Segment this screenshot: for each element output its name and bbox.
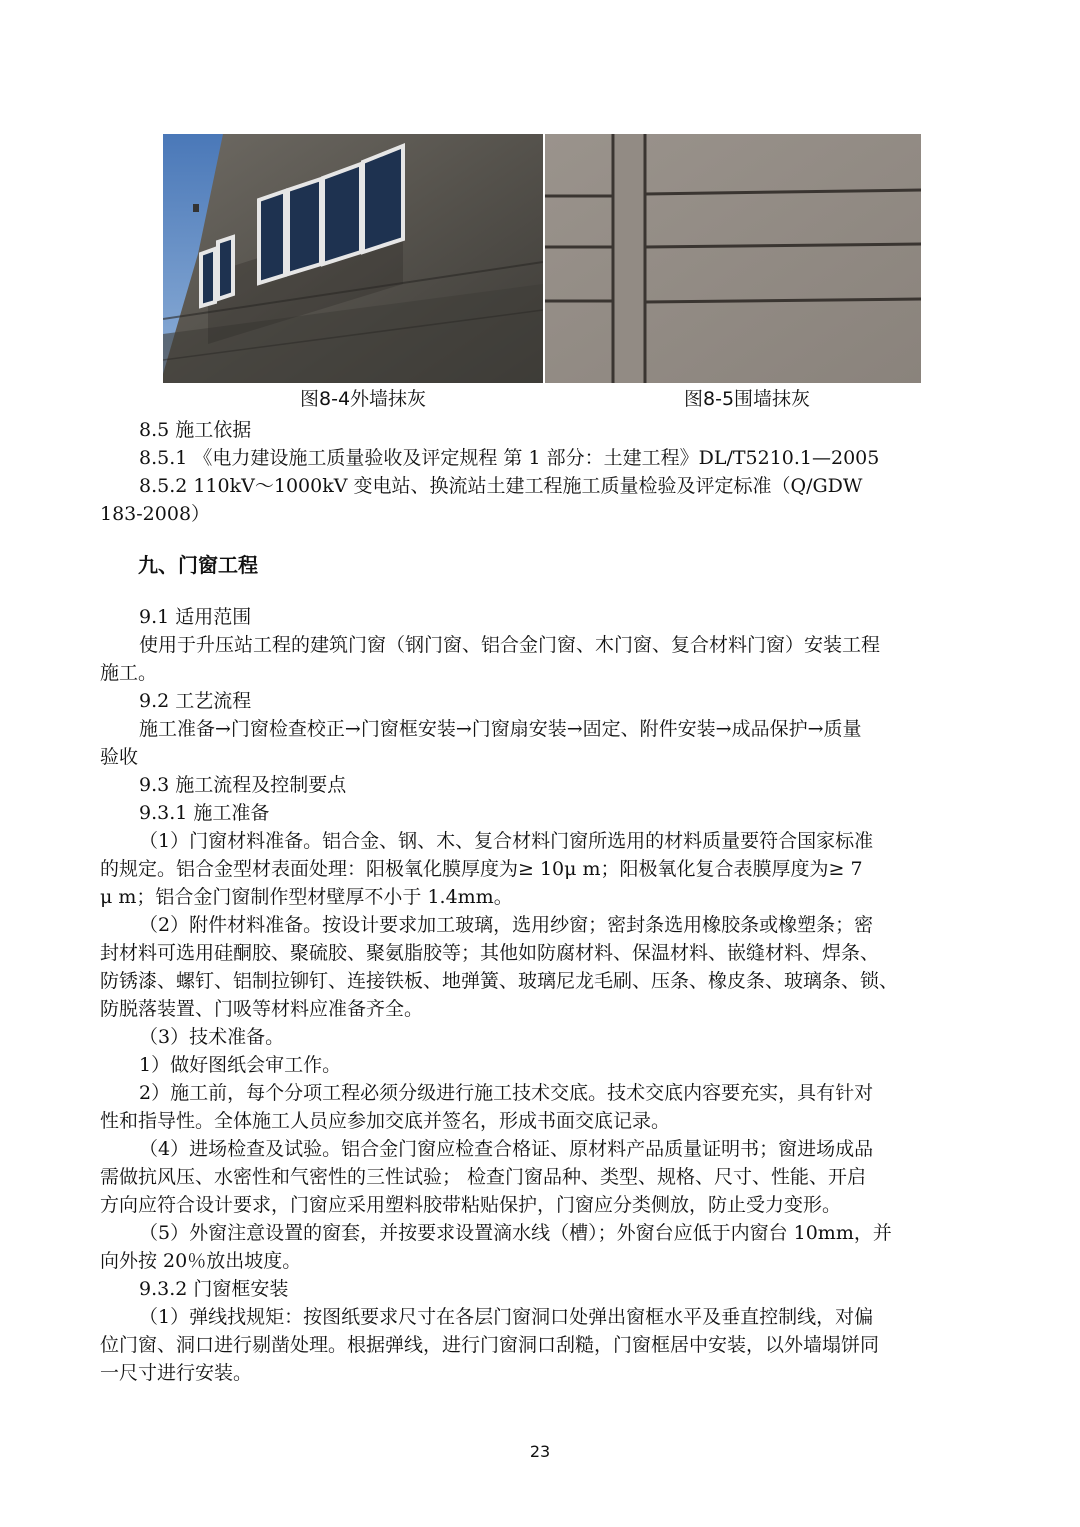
paragraph-line: 需做抗风压、水密性和气密性的三性试验； 检查门窗品种、类型、规格、尺寸、性能、开启 [100,1166,867,1188]
paragraph-line: μ m；铝合金门窗制作型材壁厚不小于 1.4mm。 [100,886,513,908]
paragraph-line: 1）做好图纸会审工作。 [139,1054,342,1076]
paragraph-line: （3）技术准备。 [139,1026,285,1048]
paragraph-line: 封材料可选用硅酮胶、聚硫胶、聚氨脂胶等；其他如防腐材料、保温材料、嵌缝材料、焊条、 [100,942,880,964]
section-heading: 9.3 施工流程及控制要点 [139,774,347,796]
paragraph-line: （2）附件材料准备。按设计要求加工玻璃，选用纱窗；密封条选用橡胶条或橡塑条；密 [139,914,874,936]
paragraph-line: 位门窗、洞口进行剔凿处理。根据弹线，进行门窗洞口刮糙，门窗框居中安装，以外墙塌饼同 [100,1334,880,1356]
paragraph-line: 防锈漆、螺钉、铝制拉铆钉、连接铁板、地弹簧、玻璃尼龙毛刷、压条、橡皮条、玻璃条、锁、 [100,970,899,992]
section-heading: 9.3.2 门窗框安装 [139,1278,289,1300]
paragraph-line: （4）进场检查及试验。铝合金门窗应检查合格证、原材料产品质量证明书；窗进场成品 [139,1138,874,1160]
paragraph-line: 一尺寸进行安装。 [100,1362,253,1384]
paragraph-line: 施工。 [100,662,158,684]
paragraph-line: （1）弹线找规矩：按图纸要求尺寸在各层门窗洞口处弹出窗框水平及垂直控制线，对偏 [139,1306,874,1328]
chapter-title: 九、门窗工程 [138,553,258,577]
page-number: 23 [529,1442,551,1461]
reference-item-continued: 183-2008） [100,503,211,525]
fence-wall-plaster-photo [545,134,921,383]
reference-item: 8.5.2 110kV～1000kV 变电站、换流站土建工程施工质量检验及评定标准（Q/GDW [139,475,863,497]
paragraph-line: （5）外窗注意设置的窗套，并按要求设置滴水线（槽）；外窗台应低于内窗台 10mm，并 [139,1222,892,1244]
paragraph-line: 2）施工前，每个分项工程必须分级进行施工技术交底。技术交底内容要充实，具有针对 [139,1082,874,1104]
paragraph-line: 使用于升压站工程的建筑门窗（钢门窗、铝合金门窗、木门窗、复合材料门窗）安装工程 [139,634,881,656]
exterior-wall-plaster-photo [163,134,543,383]
section-heading: 8.5 施工依据 [139,419,252,441]
section-heading: 9.2 工艺流程 [139,690,252,712]
section-heading: 9.3.1 施工准备 [139,802,270,824]
figure-caption-8-5: 图8-5围墙抹灰 [684,388,811,410]
paragraph-line: 性和指导性。全体施工人员应参加交底并签名，形成书面交底记录。 [100,1110,671,1132]
paragraph-line: 方向应符合设计要求，门窗应采用塑料胶带粘贴保护，门窗应分类侧放，防止受力变形。 [100,1194,842,1216]
paragraph-line: 防脱落装置、门吸等材料应准备齐全。 [100,998,424,1020]
figure-row [163,134,921,383]
paragraph-line: （1）门窗材料准备。铝合金、钢、木、复合材料门窗所选用的材料质量要符合国家标准 [139,830,874,852]
figure-caption-8-4: 图8-4外墙抹灰 [300,388,427,410]
paragraph-line: 验收 [100,746,139,768]
section-heading: 9.1 适用范围 [139,606,252,628]
paragraph-line: 的规定。铝合金型材表面处理：阳极氧化膜厚度为≥ 10μ m；阳极氧化复合表膜厚度为≥ 7 [100,858,863,880]
paragraph-line: 施工准备→门窗检查校正→门窗框安装→门窗扇安装→固定、附件安装→成品保护→质量 [139,718,862,740]
reference-item: 8.5.1 《电力建设施工质量验收及评定规程 第 1 部分：土建工程》DL/T5210.1—2005 [139,447,880,469]
paragraph-line: 向外按 20％放出坡度。 [100,1250,302,1272]
